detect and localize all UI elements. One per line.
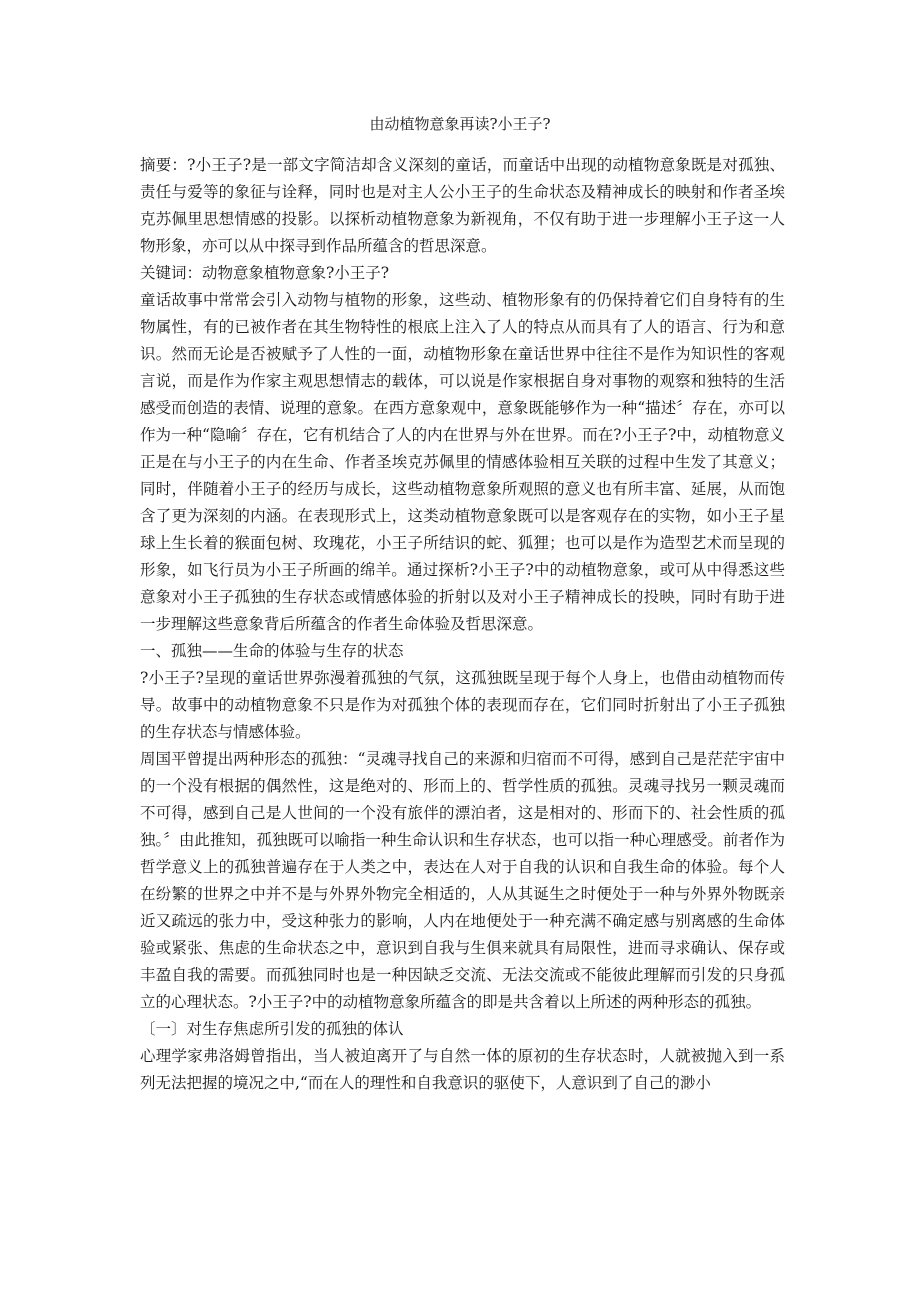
body-paragraph: 周国平曾提出两种形态的孤独：“灵魂寻找自己的来源和归宿而不可得，感到自己是茫茫宇宙中的一个没有根据的偶然性，这是绝对的、形而上的、哲学性质的孤独。灵魂寻找另一颗灵魂而不可得，感到自己是人世间的一个没有旅伴的漂泊者，这是相对的、形而下的、社会性质的孤独。〞由此推知，孤独既可以喻指一种生命认识和生存状态，也可以指一种心理感受。前者作为哲学意义上的孤独普遍存在于人类之中，表达在人对于自我的认识和自我生命的体验。每个人在纷繁的世界之中并不是与外界外物完全相适的，人从其诞生之时便处于一种与外界外物既亲近又疏远的张力中，受这种张力的影响，人内在地便处于一种充满不确定感与别离感的生命体验或紧张、焦虑的生命状态之中，意识到自我与生俱来就具有局限性，进而寻求确认、保存或丰盈自我的需要。而孤独同时也是一种因缺乏交流、无法交流或不能彼此理解而引发的只身孤立的心理状态。?小王子?中的动植物意象所蕴含的即是共含着以上所述的两种形态的孤独。 [140,750,785,1011]
keywords-line: 关键词：动物意象植物意象?小王子? [140,264,390,282]
body-paragraph: 心理学家弗洛姆曾指出，当人被迫离开了与自然一体的原初的生存状态时，人就被抛入到一系列无法把握的境况之中,“而在人的理性和自我意识的驱使下，人意识到了自己的渺小 [140,1047,785,1092]
document-body [140,152,785,1097]
document-title: 由动植物意象再读?小王子? [369,115,551,133]
intro-paragraph: 童话故事中常常会引入动物与植物的形象，这些动、植物形象有的仍保持着它们自身特有的生物属性，有的已被作者在其生物特性的根底上注入了人的特点从而具有了人的语言、行为和意识。然而无论是否被赋予了人性的一面，动植物形象在童话世界中往往不是作为知识性的客观言说，而是作为作家主观思想情志的载体，可以说是作家根据自身对事物的观察和独特的生活感受而创造的表情、说理的意象。在西方意象观中，意象既能够作为一种“描述〞存在，亦可以作为一种“隐喻〞存在，它有机结合了人的内在世界与外在世界。而在?小王子?中，动植物意义正是在与小王子的内在生命、作者圣埃克苏佩里的情感体验相互关联的过程中生发了其意义；同时，伴随着小王子的经历与成长，这些动植物意象所观照的意义也有所丰富、延展，从而饱含了更为深刻的内涵。在表现形式上，这类动植物意象既可以是客观存在的实物，如小王子星球上生长着的猴面包树、玫瑰花，小王子所结识的蛇、狐狸；也可以是作为造型艺术而呈现的形象，如飞行员为小王子所画的绵羊。通过探析?小王子?中的动植物意象，或可从中得悉这些意象对小王子孤独的生存状态或情感体验的折射以及对小王子精神成长的投映，同时有助于进一步理解这些意象背后所蕴含的作者生命体验及哲思深意。 [140,291,785,633]
body-paragraph: ?小王子?呈现的童话世界弥漫着孤独的气氛，这孤独既呈现于每个人身上，也借由动植物而传导。故事中的动植物意象不只是作为对孤独个体的表现而存在，它们同时折射出了小王子孤独的生存状态与情感体验。 [140,669,785,741]
abstract-paragraph: 摘要：?小王子?是一部文字简洁却含义深刻的童话，而童话中出现的动植物意象既是对孤独、责任与爱等的象征与诠释，同时也是对主人公小王子的生命状态及精神成长的映射和作者圣埃克苏佩里思想情感的投影。以探析动植物意象为新视角，不仅有助于进一步理解小王子这一人物形象，亦可以从中探寻到作品所蕴含的哲思深意。 [140,156,785,255]
subsection-heading: 〔一〕对生存焦虑所引发的孤独的体认 [140,1020,404,1038]
section-heading: 一、孤独——生命的体验与生存的状态 [140,642,404,660]
